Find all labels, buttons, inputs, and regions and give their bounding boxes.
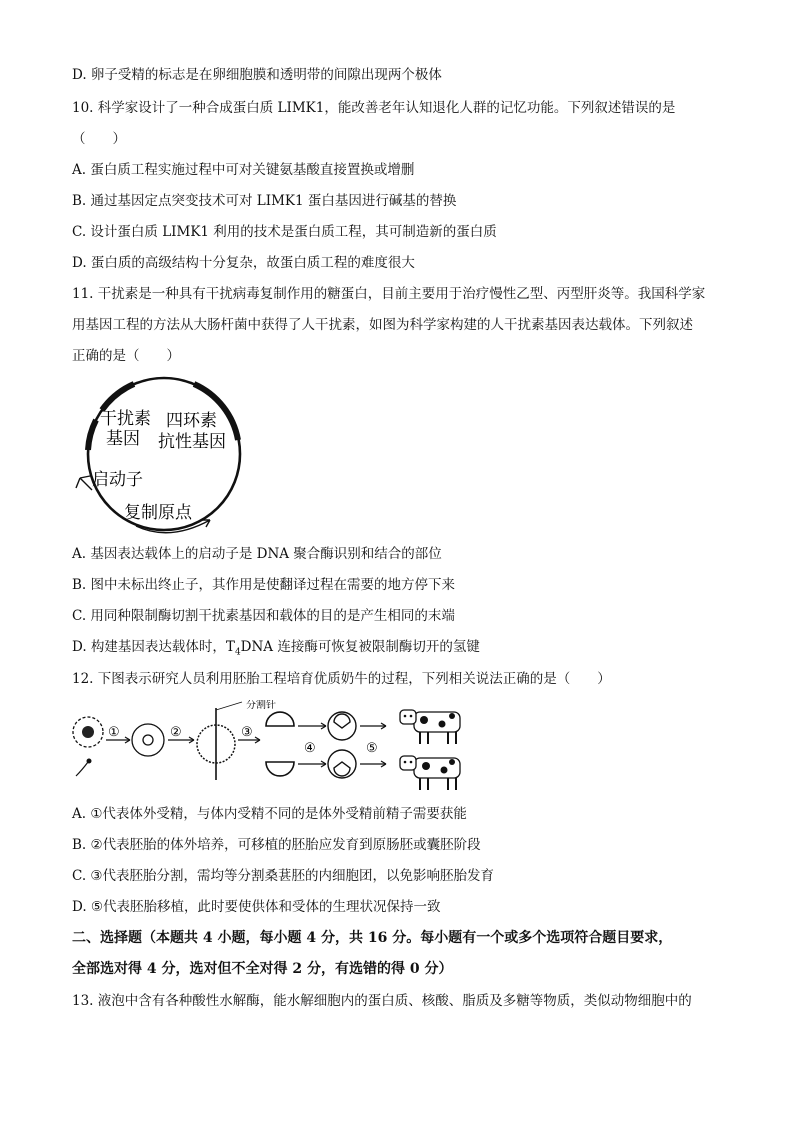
- plasmid-diagram: [70, 370, 260, 540]
- q10-stem: 10. 科学家设计了一种合成蛋白质 LIMK1，能改善老年认知退化人群的记忆功能。下列叙述错误的是: [72, 100, 676, 116]
- label-tet-gene-2: 抗性基因: [158, 432, 226, 452]
- q11-stem-line1: 11. 干扰素是一种具有干扰病毒复制作用的糖蛋白，目前主要用于治疗慢性乙型、丙型肝炎等。我国科学家: [72, 286, 706, 302]
- section-2-title-line1: 二、选择题（本题共 4 小题，每小题 4 分，共 16 分。每小题有一个或多个选项符合题目要求，: [72, 930, 673, 946]
- sperm-head: [87, 759, 92, 764]
- needle-pointer: [216, 702, 242, 710]
- cow-icon-top: [400, 710, 460, 744]
- q11-stem-line2: 用基因工程的方法从大肠杆菌中获得了人干扰素，如图为科学家构建的人干扰素基因表达载体。下列叙述: [72, 317, 693, 333]
- embryo-bottom-icm: [334, 762, 350, 776]
- q9-option-d: D. 卵子受精的标志是在卵细胞膜和透明带的间隙出现两个极体: [72, 67, 442, 83]
- step-2-label: ②: [170, 725, 182, 740]
- q11-option-c: C. 用同种限制酶切割干扰素基因和载体的目的是产生相同的末端: [72, 608, 455, 624]
- q10-option-d: D. 蛋白质的高级结构十分复杂，故蛋白质工程的难度很大: [72, 255, 415, 271]
- label-ifn-gene-2: 基因: [106, 429, 140, 449]
- cow-icon-bottom: [400, 756, 460, 790]
- egg-nucleus: [82, 726, 94, 738]
- sperm-icon: [76, 762, 88, 776]
- q12-stem: 12. 下图表示研究人员利用胚胎工程培育优质奶牛的过程，下列相关说法正确的是（ ）: [72, 671, 611, 687]
- q13-stem: 13. 液泡中含有各种酸性水解酶，能水解细胞内的蛋白质、核酸、脂质及多糖等物质，类似动物细胞中的: [72, 993, 692, 1009]
- ifn-gene-segment: [102, 384, 134, 410]
- promoter-arrow-icon: [76, 476, 92, 490]
- step-4-label: ④: [304, 741, 316, 756]
- zygote: [132, 724, 164, 756]
- q11-stem-line3: 正确的是（ ）: [72, 348, 180, 364]
- q11-option-d-post: DNA 连接酶可恢复被限制酶切开的氢键: [240, 639, 480, 655]
- q12-option-d: D. ⑤代表胚胎移植，此时要使供体和受体的生理状况保持一致: [72, 899, 441, 915]
- q11-option-b: B. 图中未标出终止子，其作用是使翻译过程在需要的地方停下来: [72, 577, 456, 593]
- q11-option-d-sub: 4: [234, 647, 241, 658]
- q12-option-c: C. ③代表胚胎分割，需均等分割桑葚胚的内细胞团，以免影响胚胎发育: [72, 868, 495, 884]
- q11-option-a: A. 基因表达载体上的启动子是 DNA 聚合酶识别和结合的部位: [72, 546, 442, 562]
- embryo-bottom: [328, 750, 356, 778]
- q11-option-d-pre: D. 构建基因表达载体时，T: [72, 639, 235, 655]
- step-5-label: ⑤: [366, 741, 378, 756]
- q10-option-c: C. 设计蛋白质 LIMK1 利用的技术是蛋白质工程，其可制造新的蛋白质: [72, 224, 497, 240]
- embryo-diagram: [70, 700, 490, 795]
- half-embryo-bottom: [266, 762, 294, 776]
- section-2-title-line2: 全部选对得 4 分，选对但不全对得 2 分，有选错的得 0 分）: [72, 961, 453, 977]
- promoter-segment: [88, 420, 96, 450]
- label-promoter: 启动子: [92, 470, 143, 490]
- needle-label: 分割针: [246, 700, 276, 711]
- label-ifn-gene-1: 干扰素: [100, 409, 151, 429]
- label-origin: 复制原点: [124, 503, 192, 523]
- q12-option-b: B. ②代表胚胎的体外培养，可移植的胚胎应发育到原肠胚或囊胚阶段: [72, 837, 481, 853]
- q11-option-d: [72, 638, 480, 662]
- q10-answer-blank: （ ）: [72, 131, 126, 147]
- label-tet-gene-1: 四环素: [166, 411, 217, 431]
- embryo-top: [328, 712, 356, 740]
- zygote-nucleus: [143, 735, 153, 745]
- half-embryo-top: [266, 712, 294, 726]
- step-3-label: ③: [241, 725, 253, 740]
- step-1-label: ①: [108, 725, 120, 740]
- q10-option-b: B. 通过基因定点突变技术可对 LIMK1 蛋白基因进行碱基的替换: [72, 193, 457, 209]
- q12-option-a: A. ①代表体外受精，与体内受精不同的是体外受精前精子需要获能: [72, 806, 467, 822]
- q10-option-a: A. 蛋白质工程实施过程中可对关键氨基酸直接置换或增删: [72, 162, 415, 178]
- embryo-top-icm: [334, 714, 350, 728]
